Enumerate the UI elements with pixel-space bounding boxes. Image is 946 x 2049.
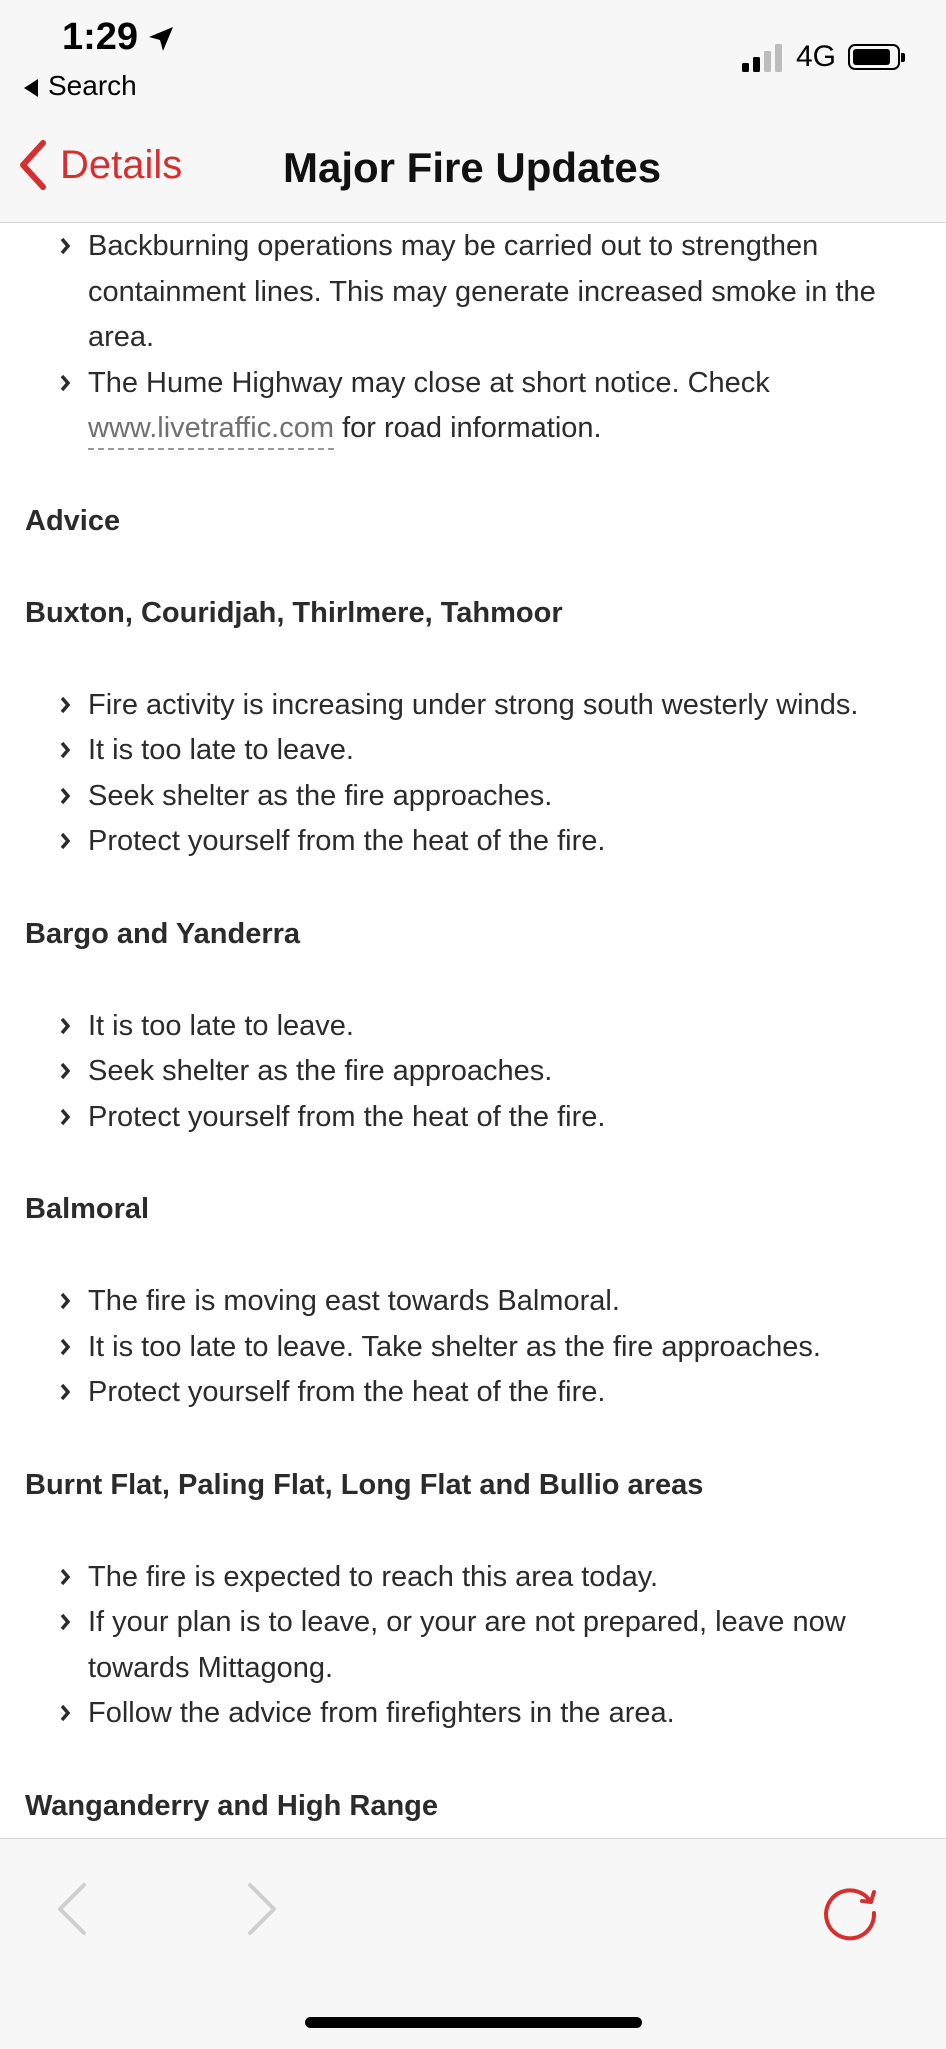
bullet-chevron-icon bbox=[59, 1338, 71, 1356]
back-label: Details bbox=[60, 142, 183, 187]
list-item: Backburning operations may be carried out to strengthen containment lines. This may generate increased smoke in the area. bbox=[25, 224, 925, 361]
list-item: The fire is expected to reach this area today. bbox=[25, 1555, 925, 1601]
browser-back-icon[interactable] bbox=[54, 1881, 90, 1937]
list-item: It is too late to leave. bbox=[25, 728, 925, 774]
section-bullet-list bbox=[25, 1004, 925, 1141]
location-arrow-icon bbox=[148, 26, 174, 52]
bottom-toolbar bbox=[0, 1838, 946, 2049]
page-title: Major Fire Updates bbox=[283, 144, 662, 191]
cellular-signal-icon bbox=[742, 44, 786, 72]
section-heading: Buxton, Couridjah, Thirlmere, Tahmoor bbox=[25, 596, 563, 629]
list-item: The Hume Highway may close at short notice. Check www.livetraffic.com for road information. bbox=[25, 361, 925, 452]
back-to-app-button[interactable] bbox=[24, 70, 137, 102]
bullet-chevron-icon bbox=[59, 1568, 71, 1586]
list-item: It is too late to leave. bbox=[25, 1004, 925, 1050]
section-heading: Wanganderry and High Range bbox=[25, 1789, 439, 1822]
bullet-chevron-icon bbox=[59, 237, 71, 255]
browser-forward-icon[interactable] bbox=[244, 1881, 280, 1937]
status-time: 1:29 bbox=[62, 16, 139, 58]
section-heading: Balmoral bbox=[25, 1193, 150, 1225]
status-bar bbox=[0, 0, 946, 110]
section-bullet-list bbox=[25, 1555, 925, 1737]
top-bullet-list bbox=[25, 224, 925, 452]
bullet-chevron-icon bbox=[59, 1292, 71, 1310]
navigation-bar bbox=[0, 110, 946, 223]
list-item: If your plan is to leave, or your are not prepared, leave now towards Mittagong. bbox=[25, 1600, 925, 1691]
bullet-chevron-icon bbox=[59, 1704, 71, 1722]
list-item: Fire activity is increasing under strong south westerly winds. bbox=[25, 683, 925, 729]
list-item: Follow the advice from firefighters in the area. bbox=[25, 1691, 925, 1737]
bullet-chevron-icon bbox=[59, 832, 71, 850]
home-indicator[interactable] bbox=[305, 2017, 642, 2028]
bullet-chevron-icon bbox=[59, 1017, 71, 1035]
list-item: The fire is moving east towards Balmoral. bbox=[25, 1279, 925, 1325]
battery-icon bbox=[848, 44, 900, 70]
section-bullet-list bbox=[25, 1279, 925, 1416]
details-back-button[interactable] bbox=[18, 140, 182, 190]
chevron-left-icon bbox=[18, 140, 48, 190]
back-app-label: Search bbox=[48, 70, 137, 101]
section-heading: Burnt Flat, Paling Flat, Long Flat and Bullio areas bbox=[25, 1468, 704, 1501]
bullet-chevron-icon bbox=[59, 374, 71, 392]
list-item: Seek shelter as the fire approaches. bbox=[25, 774, 925, 820]
bullet-chevron-icon bbox=[59, 1108, 71, 1126]
list-item: Protect yourself from the heat of the fire. bbox=[25, 1095, 925, 1141]
list-item: Protect yourself from the heat of the fire. bbox=[25, 819, 925, 865]
livetraffic-link[interactable]: www.livetraffic.com bbox=[88, 412, 334, 450]
network-type: 4G bbox=[796, 40, 837, 73]
section-bullet-list bbox=[25, 683, 925, 865]
back-triangle-icon bbox=[24, 79, 38, 97]
list-item: It is too late to leave. Take shelter as the fire approaches. bbox=[25, 1325, 925, 1371]
bullet-chevron-icon bbox=[59, 1383, 71, 1401]
bullet-chevron-icon bbox=[59, 1613, 71, 1631]
list-item: Seek shelter as the fire approaches. bbox=[25, 1049, 925, 1095]
section-heading: Bargo and Yanderra bbox=[25, 917, 301, 950]
reload-icon[interactable] bbox=[820, 1879, 882, 1941]
bullet-chevron-icon bbox=[59, 1062, 71, 1080]
article-content[interactable] bbox=[0, 223, 946, 1838]
list-item: Protect yourself from the heat of the fire. bbox=[25, 1370, 925, 1416]
bullet-chevron-icon bbox=[59, 696, 71, 714]
bullet-chevron-icon bbox=[59, 741, 71, 759]
bullet-chevron-icon bbox=[59, 787, 71, 805]
advice-heading: Advice bbox=[25, 504, 121, 537]
